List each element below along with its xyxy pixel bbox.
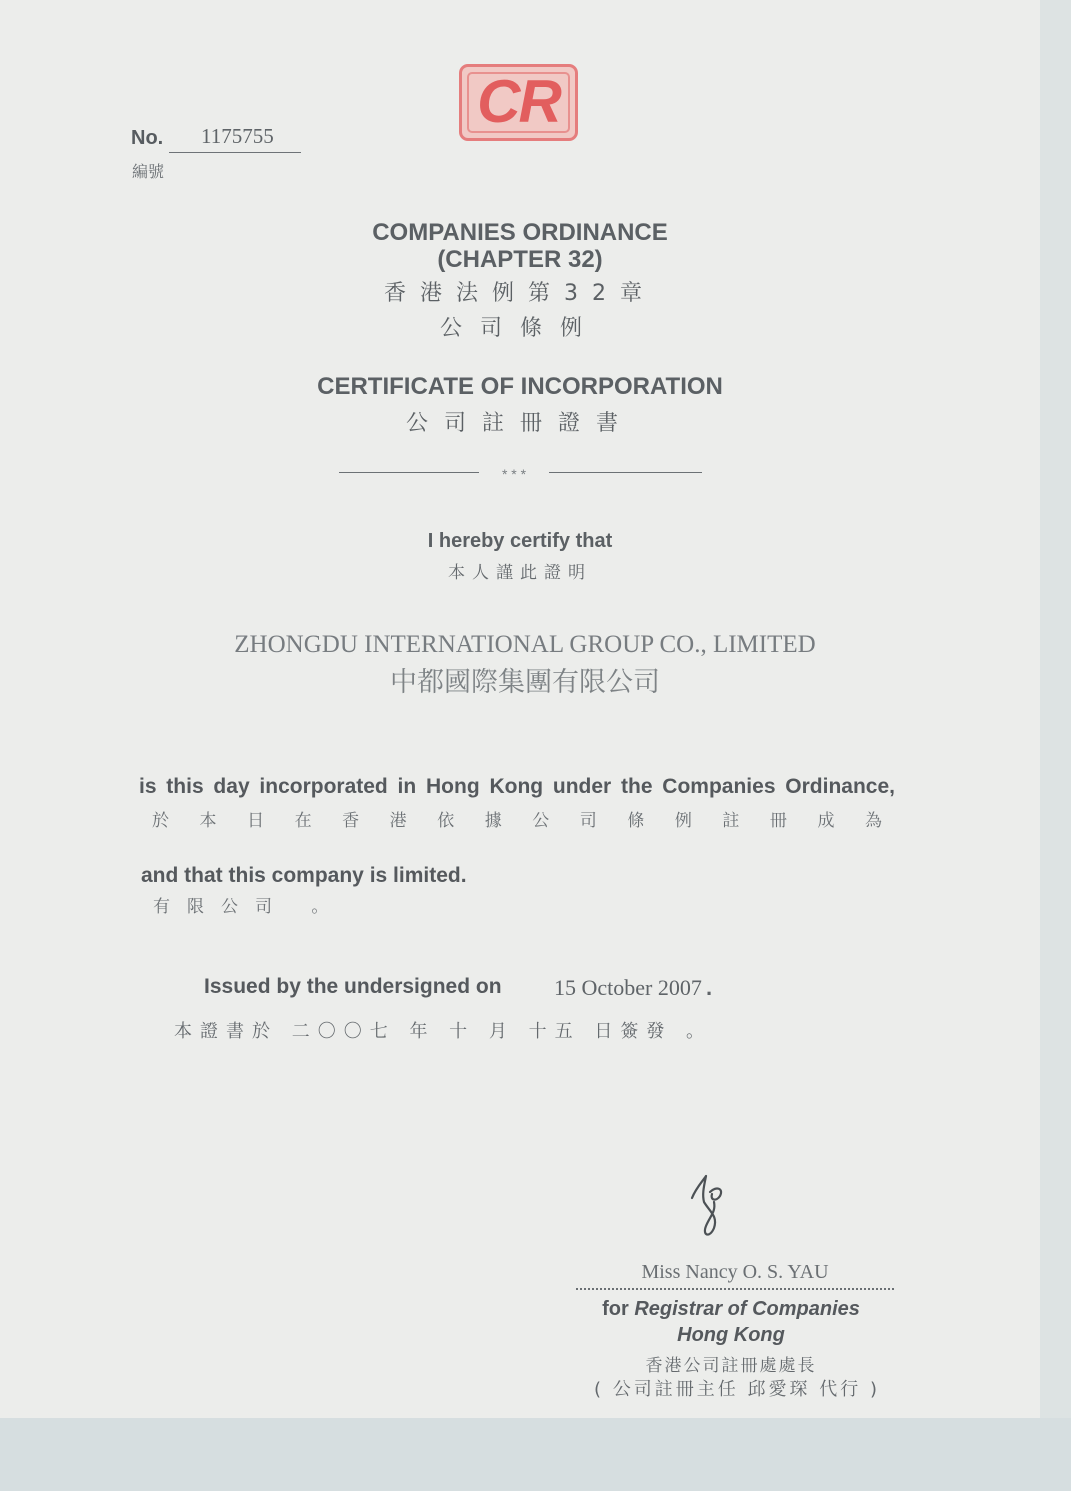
ordinance-title: COMPANIES ORDINANCE [372,219,668,246]
divider-stars: * * * [501,466,527,482]
incorporated-cn-char: 於 [152,811,169,831]
incorporated-cn-char: 據 [484,811,502,831]
incorporated-cn-char: 註 [722,811,740,831]
incorporated-cn-char: 公 [532,811,550,831]
company-name-cn: 中都國際集團有限公司 [390,667,660,698]
issued-period: . [706,975,713,1000]
issued-date: 15 October 2007 [554,975,702,1000]
limited-text: and that this company is limited. [141,864,467,887]
incorporated-text: is this day incorporated in Hong Kong under the Companies Ordinance, [139,775,895,798]
number-label: No. [131,127,164,149]
signatory-name: Miss Nancy O. S. YAU [641,1261,829,1283]
incorporated-cn-char: 例 [674,811,692,831]
signatory-note-cn: ( 公司註冊主任 邱愛琛 代行 ) [594,1379,880,1400]
company-name-en: ZHONGDU INTERNATIONAL GROUP CO., LIMITED [234,631,816,658]
incorporated-cn-char: 香 [342,811,360,831]
incorporated-cn-char: 本 [199,811,217,831]
issued-label: Issued by the undersigned on [204,975,502,998]
ordinance-subtitle-cn: 公司條例 [439,316,600,341]
handwritten-signature [680,1172,740,1244]
number-value: 1175755 [169,124,301,153]
cr-logo [459,64,578,141]
signatory-for-label: for [602,1298,629,1320]
certificate-title: CERTIFICATE OF INCORPORATION [317,373,723,400]
incorporated-cn-char: 依 [437,811,455,831]
limited-text-cn: 有限公司 。 [153,897,346,917]
ordinance-chapter: (CHAPTER 32) [437,246,603,273]
incorporated-cn-char: 冊 [769,811,787,831]
incorporated-cn-char: 為 [864,811,882,831]
certificate-title-cn: 公司註冊證書 [405,411,634,436]
number-label-cn: 編號 [132,162,165,181]
signatory-role-cn: 香港公司註冊處處長 [645,1356,817,1376]
divider-line-right [549,472,702,473]
signatory-role [576,1298,886,1321]
ordinance-title-cn: 香港法例第32章 [384,281,656,306]
incorporated-cn-char: 日 [247,811,265,831]
divider-line-left [339,472,479,473]
signatory-role-title: Registrar of Companies [634,1298,860,1320]
incorporated-cn-char: 港 [389,811,407,831]
incorporated-cn-char: 司 [579,811,597,831]
signatory-place: Hong Kong [677,1324,785,1346]
certify-text: I hereby certify that [427,530,613,552]
certify-text-cn: 本人謹此證明 [448,563,592,583]
incorporated-text-cn [152,806,882,831]
incorporated-cn-char: 在 [294,811,312,831]
incorporated-cn-char: 成 [817,811,835,831]
incorporated-cn-char: 條 [627,811,645,831]
scan-edge [1040,0,1071,1418]
issued-text-cn: 本證書於 二〇〇七 年 十 月 十五 日簽發 。 [174,1021,713,1042]
signature-dotted-line [576,1288,894,1290]
cr-logo-text: CR [477,68,560,135]
